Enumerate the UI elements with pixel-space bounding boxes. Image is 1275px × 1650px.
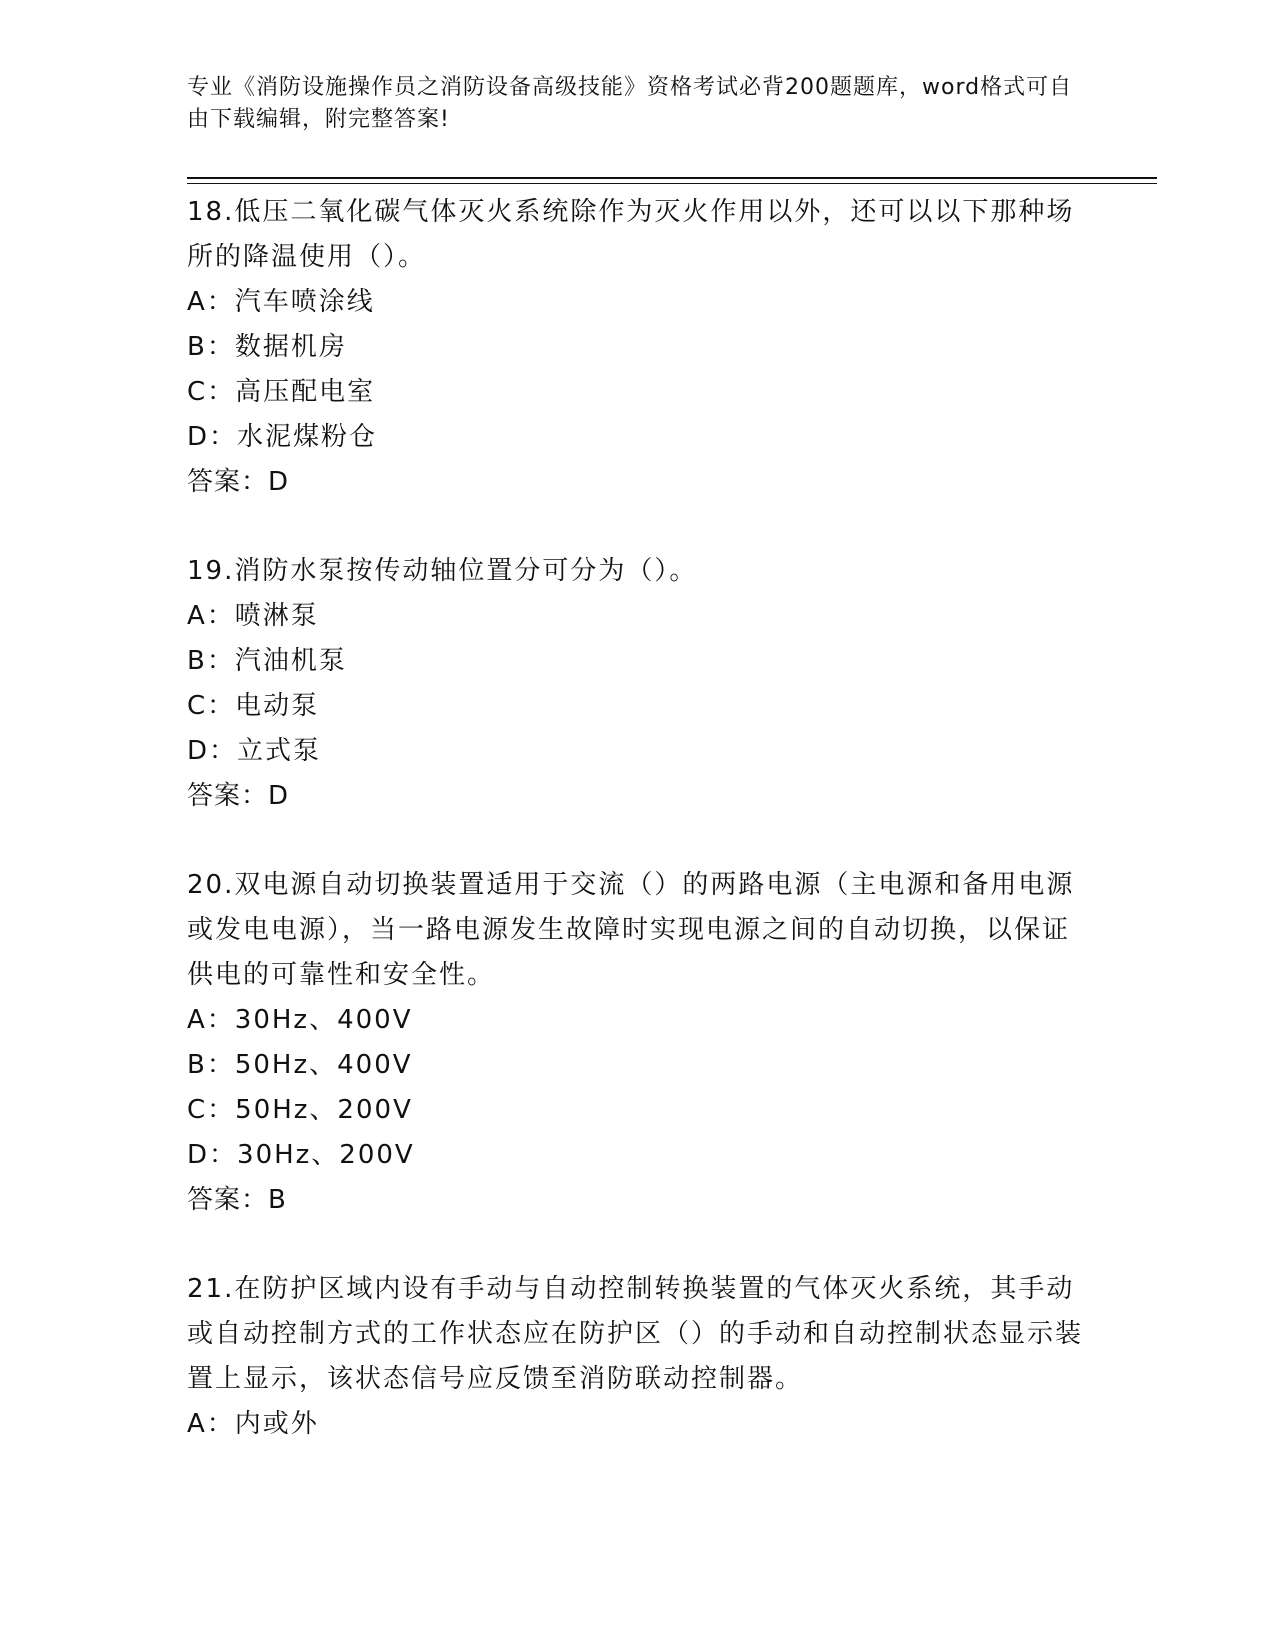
option-a: A：30Hz、400V [187, 1005, 413, 1035]
question-20 [187, 863, 1087, 1223]
question-stem: 19.消防水泵按传动轴位置分可分为（）。 [187, 556, 698, 586]
question-stem: 18.低压二氧化碳气体灭火系统除作为灭火作用以外，还可以以下那种场所的降温使用（）。 [187, 197, 1075, 272]
answer: 答案：D [187, 781, 290, 811]
option-a: A：内或外 [187, 1409, 319, 1439]
document-header: 专业《消防设施操作员之消防设备高级技能》资格考试必背200题题库，word格式可自由下载编辑，附完整答案! [187, 75, 1073, 132]
option-a: A：汽车喷涂线 [187, 287, 375, 317]
question-18 [187, 190, 1087, 505]
option-c: C：高压配电室 [187, 377, 376, 407]
option-b: B：50Hz、400V [187, 1050, 413, 1080]
question-stem: 21.在防护区域内设有手动与自动控制转换装置的气体灭火系统，其手动或自动控制方式的工作状态应在防护区（）的手动和自动控制状态显示装置上显示，该状态信号应反馈至消防联动控制器。 [187, 1274, 1084, 1394]
question-21 [187, 1267, 1087, 1447]
option-b: B：汽油机泵 [187, 646, 347, 676]
answer: 答案：B [187, 1185, 287, 1215]
option-d: D：水泥煤粉仓 [187, 422, 378, 452]
option-b: B：数据机房 [187, 332, 347, 362]
option-d: D：30Hz、200V [187, 1140, 415, 1170]
option-d: D：立式泵 [187, 736, 322, 766]
option-c: C：50Hz、200V [187, 1095, 413, 1125]
question-stem: 20.双电源自动切换装置适用于交流（）的两路电源（主电源和备用电源或发电电源），当一路电源发生故障时实现电源之间的自动切换，以保证供电的可靠性和安全性。 [187, 870, 1075, 990]
option-a: A：喷淋泵 [187, 601, 319, 631]
answer: 答案：D [187, 467, 290, 497]
question-list [187, 190, 1087, 1491]
option-c: C：电动泵 [187, 691, 320, 721]
question-19 [187, 549, 1087, 819]
header-divider-thick [187, 177, 1157, 179]
header-divider-thin [187, 183, 1157, 184]
